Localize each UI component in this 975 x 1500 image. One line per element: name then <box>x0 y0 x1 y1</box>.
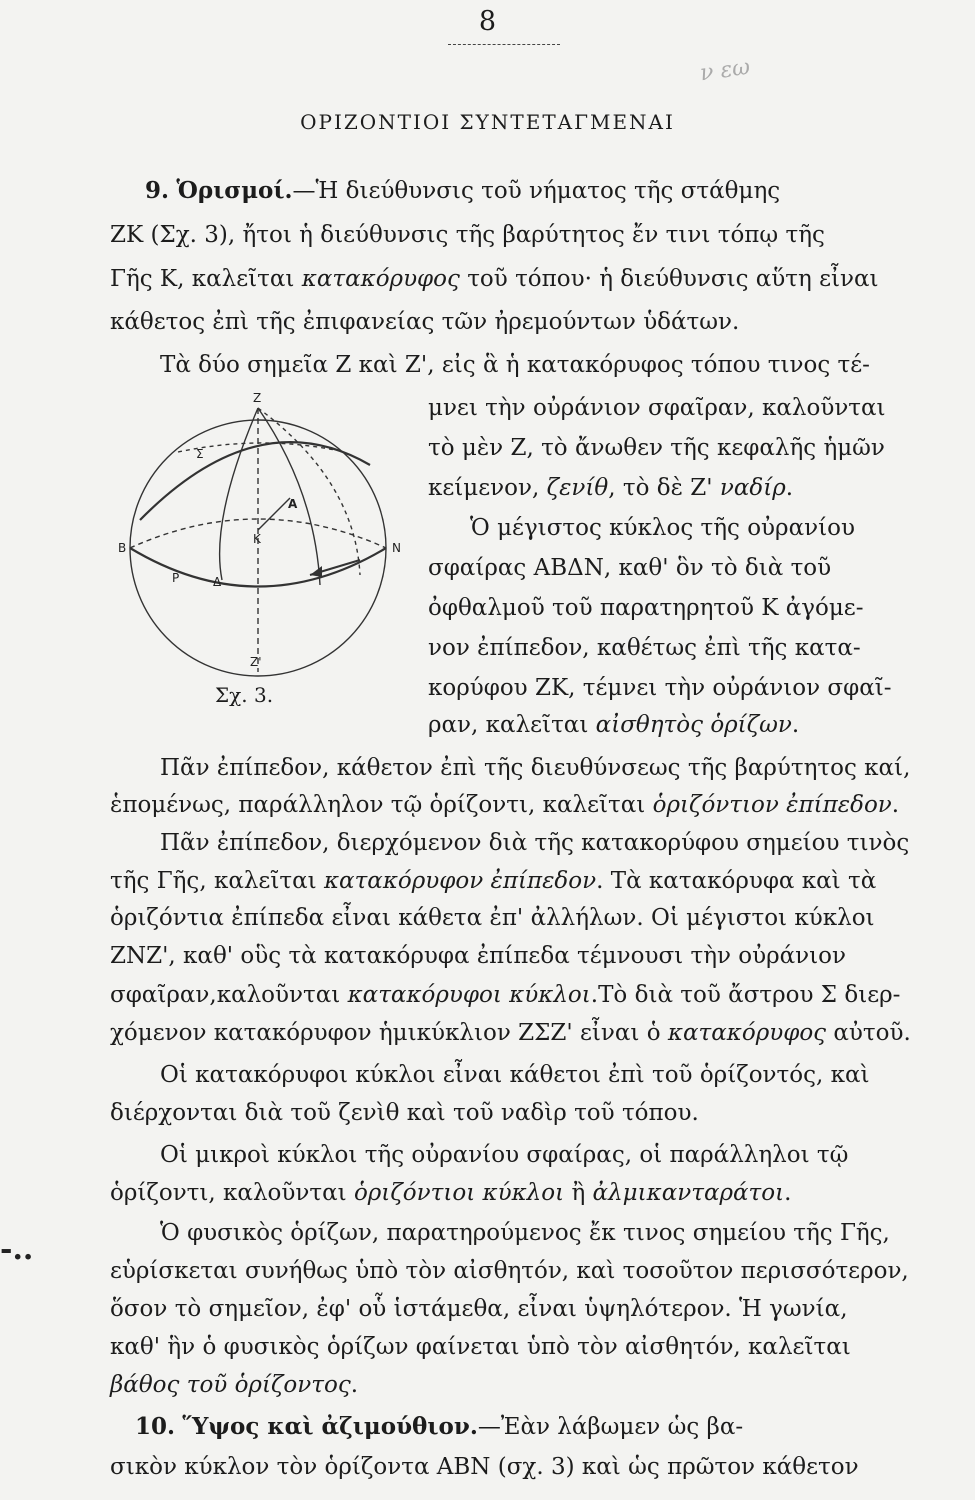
text-line <box>428 473 903 503</box>
italic-term: ναδίρ <box>719 475 786 501</box>
text-line: Ὁ φυσικὸς ὁρίζων, παρατηρούμενος ἔκ τινος σημείου τῆς Γῆς, <box>160 1220 890 1246</box>
italic-term: ζενίθ <box>546 475 609 501</box>
line-text: .Τὸ διὰ τοῦ ἄστρου Σ διερ- <box>590 982 901 1008</box>
text-line: Πᾶν ἐπίπεδον, διερχόμενον διὰ τῆς κατακορύφου σημείου τινὸς <box>160 830 910 856</box>
text-line: διέρχονται διὰ τοῦ ζενὶθ καὶ τοῦ ναδὶρ τοῦ τόπου. <box>110 1100 699 1126</box>
line-text: τῆς Γῆς, καλεῖται <box>110 868 324 894</box>
text-line <box>110 790 900 820</box>
period: . <box>891 792 900 818</box>
line-text: ἑπομένως, παράλληλον τῷ ὁρίζοντι, καλεῖται <box>110 792 653 818</box>
section-number: 9. <box>145 177 170 204</box>
line-text: —Ἐὰν λάβωμεν ὡς βα- <box>477 1414 744 1440</box>
section-number: 10. <box>135 1413 176 1440</box>
italic-term: κατακόρυφοι κύκλοι <box>347 982 591 1008</box>
label-b: B <box>118 541 127 555</box>
text-line <box>110 176 900 206</box>
line-text: τοῦ τόπου· ἡ διεύθυνσις αὕτη εἶναι <box>459 266 879 292</box>
italic-term: ὁριζόντιοι κύκλοι <box>353 1180 565 1206</box>
label-n: N <box>392 541 401 555</box>
text-line: κάθετος ἐπὶ τῆς ἐπιφανείας τῶν ἠρεμούντων ὑδάτων. <box>110 309 740 335</box>
text-line: Ὁ μέγιστος κύκλος τῆς οὐρανίου <box>470 515 855 541</box>
upper-circle <box>140 442 370 520</box>
italic-term: κατακόρυφος <box>301 266 460 292</box>
italic-term: ἀλμικανταράτοι <box>592 1180 785 1206</box>
text-line: Οἱ μικροὶ κύκλοι τῆς οὐρανίου σφαίρας, οἱ παράλληλοι τῷ <box>160 1142 849 1168</box>
label-zenith: Z <box>253 391 262 405</box>
line-text: Γῆς Κ, καλεῖται <box>110 266 302 292</box>
text-line <box>110 1018 911 1048</box>
period: . <box>350 1372 359 1398</box>
italic-term: ὁριζόντιον ἐπίπεδον <box>652 792 892 818</box>
label-nadir: Z' <box>250 655 262 669</box>
pencil-annotation: ν εω <box>698 54 752 87</box>
line-text: κείμενον, <box>428 475 547 501</box>
text-line: νον ἐπίπεδον, καθέτως ἐπὶ τῆς κατα- <box>428 635 861 661</box>
label-k: K <box>253 532 261 546</box>
text-line: ΖΚ (Σχ. 3), ἤτοι ἡ διεύθυνσις τῆς βαρύτητος ἔν τινι τόπῳ τῆς <box>110 222 825 248</box>
label-a: A <box>288 497 298 511</box>
label-delta: Δ <box>213 575 222 589</box>
text-line <box>110 1370 900 1400</box>
italic-term: κατακόρυφος <box>667 1020 827 1046</box>
italic-term: βάθος τοῦ ὁρίζοντος <box>110 1372 351 1398</box>
text-line: Τὰ δύο σημεῖα Ζ καὶ Ζ', εἰς ἃ ἡ κατακόρυφος τόπου τινος τέ- <box>160 352 870 378</box>
period: . <box>785 475 794 501</box>
text-line: ὁριζόντια ἐπίπεδα εἶναι κάθετα ἐπ' ἀλλήλων. Οἱ μέγιστοι κύκλοι <box>110 905 875 931</box>
line-text: . Τὰ κατακόρυφα καὶ τὰ <box>596 868 877 894</box>
section-title: Ὕψος καὶ ἀζιμούθιον. <box>182 1413 478 1440</box>
text-line: κορύφου ΖΚ, τέμνει τὴν οὐράνιον σφαῖ- <box>428 675 892 701</box>
section-heading: ΟΡΙΖΟΝΤΙΟΙ ΣΥΝΤΕΤΑΓΜΕΝΑΙ <box>300 110 675 134</box>
line-text: —Ἡ διεύθυνσις τοῦ νήματος τῆς στάθμης <box>292 178 781 204</box>
text-line: Οἱ κατακόρυφοι κύκλοι εἶναι κάθετοι ἐπὶ τοῦ ὁρίζοντός, καὶ <box>160 1062 870 1088</box>
line-text: χόμενον κατακόρυφον ἡμικύκλιον ΖΣΖ' εἶναι ὁ <box>110 1020 668 1046</box>
text-line: μνει τὴν οὐράνιον σφαῖραν, καλοῦνται <box>428 395 886 421</box>
label-sigma: Σ <box>196 447 204 461</box>
text-line: τὸ μὲν Ζ, τὸ ἄνωθεν τῆς κεφαλῆς ἡμῶν <box>428 435 885 461</box>
text-line: καθ' ἣν ὁ φυσικὸς ὁρίζων φαίνεται ὑπὸ τὸν αἰσθητόν, καλεῖται <box>110 1334 851 1360</box>
line-text: ὁρίζοντι, καλοῦνται <box>110 1180 354 1206</box>
margin-mark: -.. <box>0 1232 34 1267</box>
text-line <box>110 264 900 294</box>
text-line: ὀφθαλμοῦ τοῦ παρατηρητοῦ Κ ἀγόμε- <box>428 595 864 621</box>
text-line <box>110 1178 900 1208</box>
celestial-sphere-figure <box>110 380 420 700</box>
line-text: ραν, καλεῖται <box>428 712 596 738</box>
header-rule <box>448 44 560 45</box>
text-line: ὅσον τὸ σημεῖον, ἐφ' οὗ ἱστάμεθα, εἶναι ὑψηλότερον. Ἡ γωνία, <box>110 1296 848 1322</box>
period: . <box>784 1180 792 1206</box>
meridian-left <box>220 408 258 580</box>
text-line <box>110 980 900 1010</box>
figure-caption: Σχ. 3. <box>215 683 274 707</box>
text-line <box>428 710 903 740</box>
text-line <box>110 1412 900 1442</box>
text-line: Πᾶν ἐπίπεδον, κάθετον ἐπὶ τῆς διευθύνσεως τῆς βαρύτητος καί, <box>160 755 911 781</box>
line-text: , τὸ δὲ Ζ' <box>608 475 720 501</box>
text-line <box>110 866 900 896</box>
italic-term: αἰσθητὸς ὁρίζων <box>595 712 792 738</box>
text-line: εὑρίσκεται συνήθως ὑπὸ τὸν αἰσθητόν, καὶ τοσοῦτον περισσότερον, <box>110 1258 909 1284</box>
period: . <box>791 712 800 738</box>
text-line: σικὸν κύκλον τὸν ὁρίζοντα ΑΒΝ (σχ. 3) καὶ ὡς πρῶτον κάθετον <box>110 1454 859 1480</box>
label-p: P <box>172 571 180 585</box>
line-text: ἢ <box>564 1180 593 1206</box>
sight-line <box>258 498 290 530</box>
line-text: αὐτοῦ. <box>826 1020 911 1046</box>
line-text: σφαῖραν,καλοῦνται <box>110 982 348 1008</box>
text-line: σφαίρας ΑΒΔΝ, καθ' ὃν τὸ διὰ τοῦ <box>428 555 832 581</box>
italic-term: κατακόρυφον ἐπίπεδον <box>323 868 597 894</box>
section-title: Ὁρισμοί. <box>176 177 293 204</box>
text-line: ΖΝΖ', καθ' οὓς τὰ κατακόρυφα ἐπίπεδα τέμνουσι τὴν οὐράνιον <box>110 943 846 969</box>
page-number: 8 <box>478 6 497 37</box>
